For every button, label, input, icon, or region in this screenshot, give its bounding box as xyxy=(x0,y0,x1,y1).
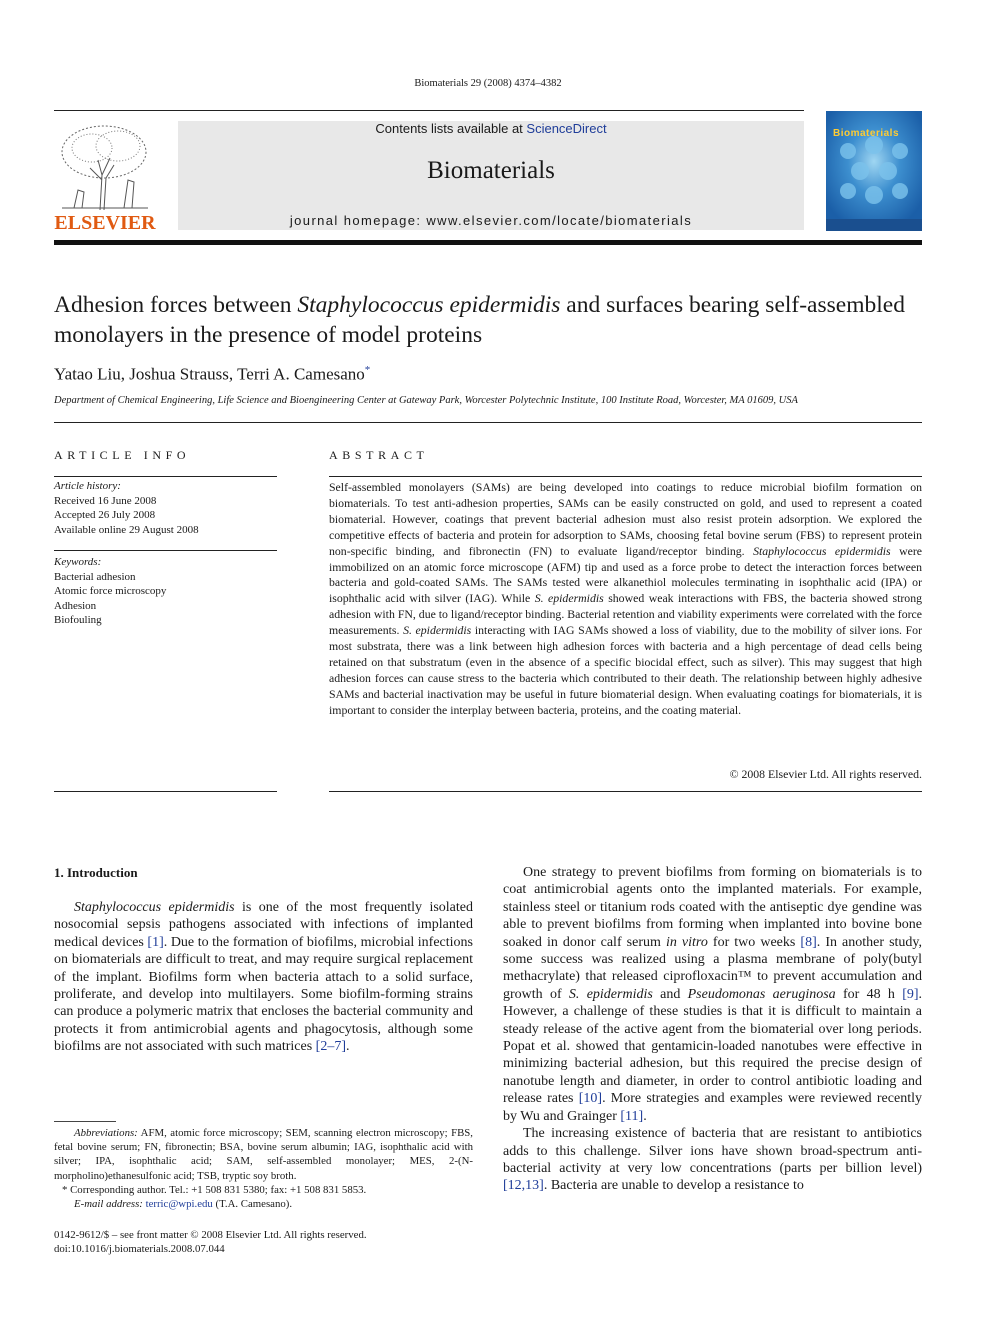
citation-link[interactable]: [9] xyxy=(902,986,919,1002)
header-top-rule xyxy=(54,110,804,111)
citation-link[interactable]: [10] xyxy=(578,1091,603,1107)
history-label: Article history: xyxy=(54,480,121,492)
footnote-rule xyxy=(54,1121,116,1122)
affiliation-rule xyxy=(54,422,922,423)
corresponding-mark: * xyxy=(62,1183,68,1196)
keywords-block xyxy=(54,555,277,628)
article-info-heading: ARTICLE INFO xyxy=(54,448,191,462)
abbreviations-text: AFM, atomic force microscopy; SEM, scanning electron microscopy; FBS, fetal bovine serum; FN, fibronectin; BSA, bovine serum albumin; IAG, isophthalic acid with silver; IPA, isophthalic acid; SAM, self-assembled monolayer; MES, 2-(N-morpholino)ethanesulfonic acid; TSB, tryptic soy broth. xyxy=(54,1127,473,1182)
abstract-body xyxy=(329,480,922,719)
abstract-text-1: Self-assembled monolayers (SAMs) are being developed into coatings to reduce microbial biofilm formation on biomaterials. To test anti-adhesion properties, SAMs can be easily constructed on gold, and used to represent a coated biomaterial. However, coatings that prevent bacterial adhesion must also resist protein adsorption. We explored the competitive effects of bacteria and protein for adsorption to SAMs, choosing fetal bovine serum (FBS) to represent protein non-specific binding, and fibronectin (FN) to evaluate ligand/receptor binding. xyxy=(329,480,922,558)
citation-link[interactable]: [11] xyxy=(620,1108,644,1124)
header-thick-rule xyxy=(54,240,922,245)
paragraph-text: . In another study, some success was realized using a plasma membrane of poly(butyl methacrylate) that released ciprofloxacin™ to prevent accumulation and growth of xyxy=(503,934,923,1002)
italic-term: in vitro xyxy=(665,934,708,950)
history-received: Received 16 June 2008 xyxy=(54,494,157,507)
paragraph-text: . Bacteria are unable to develop a resistance to xyxy=(543,1178,804,1194)
citation-link[interactable]: [2–7] xyxy=(315,1039,346,1055)
corresponding-text: Corresponding author. Tel.: +1 508 831 5380; fax: +1 508 831 5853. xyxy=(67,1183,367,1196)
citation-link[interactable]: [12,13] xyxy=(503,1178,544,1194)
intro-left-column xyxy=(54,899,473,1056)
corresponding-author-footnote xyxy=(54,1183,473,1197)
corresponding-author-mark[interactable]: * xyxy=(364,364,371,376)
article-history xyxy=(54,479,277,537)
sciencedirect-link[interactable]: ScienceDirect xyxy=(526,121,607,136)
paragraph-text: is one of the most frequently isolated nosocomial sepsis pathogens associated with infections of implanted medical devices xyxy=(54,900,474,950)
contents-availability-line xyxy=(178,121,804,136)
author-affiliation: Department of Chemical Engineering, Life Science and Bioengineering Center at Gateway Park, Worcester Polytechnic Institute, 100 Institute Road, Worcester, MA 01609, USA xyxy=(54,395,798,406)
paragraph-text: . Due to the formation of biofilms, microbial infections on biomaterials are difficult to treat, and may require surgical replacement of the implant. Biofilms form when bacteria attach to a solid surface, proliferate, and develop into multilayers. Some biofilm-forming strains can produce a polymeric matrix that encloses the bacterial community and protects it from antimicrobial agents and phagocytosis, although some biofilms are not associated with such matrices xyxy=(54,934,473,1055)
issn-line: 0142-9612/$ – see front matter © 2008 Elsevier Ltd. All rights reserved. xyxy=(54,1229,367,1241)
intro-right-column xyxy=(503,864,922,1195)
paragraph-text: for two weeks xyxy=(707,934,801,950)
citation-link[interactable]: [8] xyxy=(800,934,817,950)
keywords-rule xyxy=(54,550,277,551)
species-name: Staphylococcus epidermidis xyxy=(74,900,235,915)
paragraph-text: One strategy to prevent biofilms from forming on biomaterials is to coat antimicrobial agents onto the implanted materials. For example, stainless steel or titanium rods coated with the antiseptic dye gendine was able to prevent biofilms from forming when implanted into bovine bone soaked in donor calf serum xyxy=(503,865,922,950)
author-list xyxy=(54,364,370,385)
doi-line[interactable]: doi:10.1016/j.biomaterials.2008.07.044 xyxy=(54,1243,225,1256)
intro-paragraph-2 xyxy=(503,864,922,1125)
history-online: Available online 29 August 2008 xyxy=(54,523,199,536)
abstract-heading: ABSTRACT xyxy=(329,448,429,462)
abstract-species-2: S. epidermidis xyxy=(534,591,604,606)
intro-paragraph-3 xyxy=(503,1125,922,1195)
section-heading-introduction: 1. Introduction xyxy=(54,865,138,880)
paragraph-text: . xyxy=(345,1039,350,1055)
title-part-1: Adhesion forces between xyxy=(54,292,298,318)
paragraph-text: . More strategies and examples were reviewed recently by Wu and Grainger xyxy=(503,1091,922,1124)
email-footnote xyxy=(54,1197,473,1211)
abstract-text-3: showed weak interactions with FBS, the bacteria showed strong adhesion with FN, due to ligand/receptor binding. Bacterial retention and viability experiments were correlated with the force measurements. xyxy=(329,591,922,638)
title-part-2: and surfaces bearing self-assembled monolayers in the presence of model proteins xyxy=(54,292,905,348)
keyword-item: Bacterial adhesion xyxy=(54,570,136,583)
paragraph-text: . xyxy=(643,1108,647,1124)
article-info-bottom-rule xyxy=(54,791,277,792)
authors-names: Yatao Liu, Joshua Strauss, Terri A. Camesano xyxy=(54,364,365,384)
abbreviations-label: Abbreviations: xyxy=(74,1127,138,1139)
footnotes xyxy=(54,1126,473,1211)
paragraph-text: and xyxy=(652,986,688,1002)
abstract-rule xyxy=(329,476,922,477)
paragraph-text: The increasing existence of bacteria that are resistant to antibiotics adds to this challenge. Silver ions have shown broad-spectrum anti-bacterial activity at very low concentrations (parts per billion level) xyxy=(503,1126,922,1176)
intro-paragraph-1 xyxy=(54,899,473,1056)
contents-prefix: Contents lists available at xyxy=(375,121,527,136)
species-name: S. epidermidis xyxy=(568,986,653,1002)
paragraph-text: . However, a challenge of these studies is that it is difficult to maintain a steady release of the active agent from the biomaterial over long periods. Popat et al. showed that gentamicin-loaded nanotubes were effective in minimizing bacterial adhesion, but this required the precise design of nanotube length and diameter, in order to control antibiotic loading and release rates xyxy=(503,986,923,1107)
article-title xyxy=(54,290,924,350)
keyword-item: Biofouling xyxy=(54,614,102,626)
front-matter-info xyxy=(54,1228,473,1256)
title-species: Staphylococcus epidermidis xyxy=(297,292,561,318)
abstract-bottom-rule xyxy=(329,791,922,792)
abbreviations-footnote xyxy=(54,1126,473,1183)
article-info-rule xyxy=(54,476,277,477)
email-label: E-mail address: xyxy=(74,1198,143,1211)
journal-homepage-link[interactable]: journal homepage: www.elsevier.com/locate/biomaterials xyxy=(289,213,693,228)
abstract-species-3: S. epidermidis xyxy=(403,623,472,638)
paragraph-text: for 48 h xyxy=(835,986,903,1002)
abstract-copyright: © 2008 Elsevier Ltd. All rights reserved. xyxy=(729,767,922,781)
abstract-species-1: Staphylococcus epidermidis xyxy=(753,543,891,558)
journal-reference: Biomaterials 29 (2008) 4374–4382 xyxy=(414,78,562,89)
citation-link[interactable]: [1] xyxy=(147,934,164,950)
history-accepted: Accepted 26 July 2008 xyxy=(54,509,156,521)
journal-name: Biomaterials xyxy=(427,157,555,184)
keyword-item: Adhesion xyxy=(54,599,97,612)
abstract-text-4: interacting with IAG SAMs showed a loss of viability, due to the mobility of silver ions. For most substrata, there was a link between high adhesion forces with bacteria and a high percentage of dead cells being retained on that substratum (even in the absence of a specific biocidal effect, such as silver). This may suggest that high adhesion forces can cause stress to the bacteria which contributed to their death. The relationship between highly adhesive SAMs and bacterial inactivation may be useful in future biomaterial design. When evaluating coatings for biomaterials, it is important to consider the interplay between bacteria, proteins, and the coating material. xyxy=(329,623,922,717)
abstract-text-2: were immobilized on an atomic force microscope (AFM) tip and used as a force probe to detect the interaction forces between bacteria and gold-coated SAMs. The SAMs tested were alkanethiol molecules terminating in isophthalic acid (IPA) or isophthalic acid with silver (IAG). While xyxy=(329,543,922,606)
email-link[interactable]: terric@wpi.edu xyxy=(145,1198,213,1211)
species-name: Pseudomonas aeruginosa xyxy=(687,986,836,1002)
keyword-item: Atomic force microscopy xyxy=(54,585,167,597)
elsevier-logo-text: ELSEVIER xyxy=(54,212,156,234)
cover-journal-title: Biomaterials xyxy=(833,128,900,139)
keywords-label: Keywords: xyxy=(54,556,102,568)
email-owner: (T.A. Camesano). xyxy=(212,1198,293,1211)
